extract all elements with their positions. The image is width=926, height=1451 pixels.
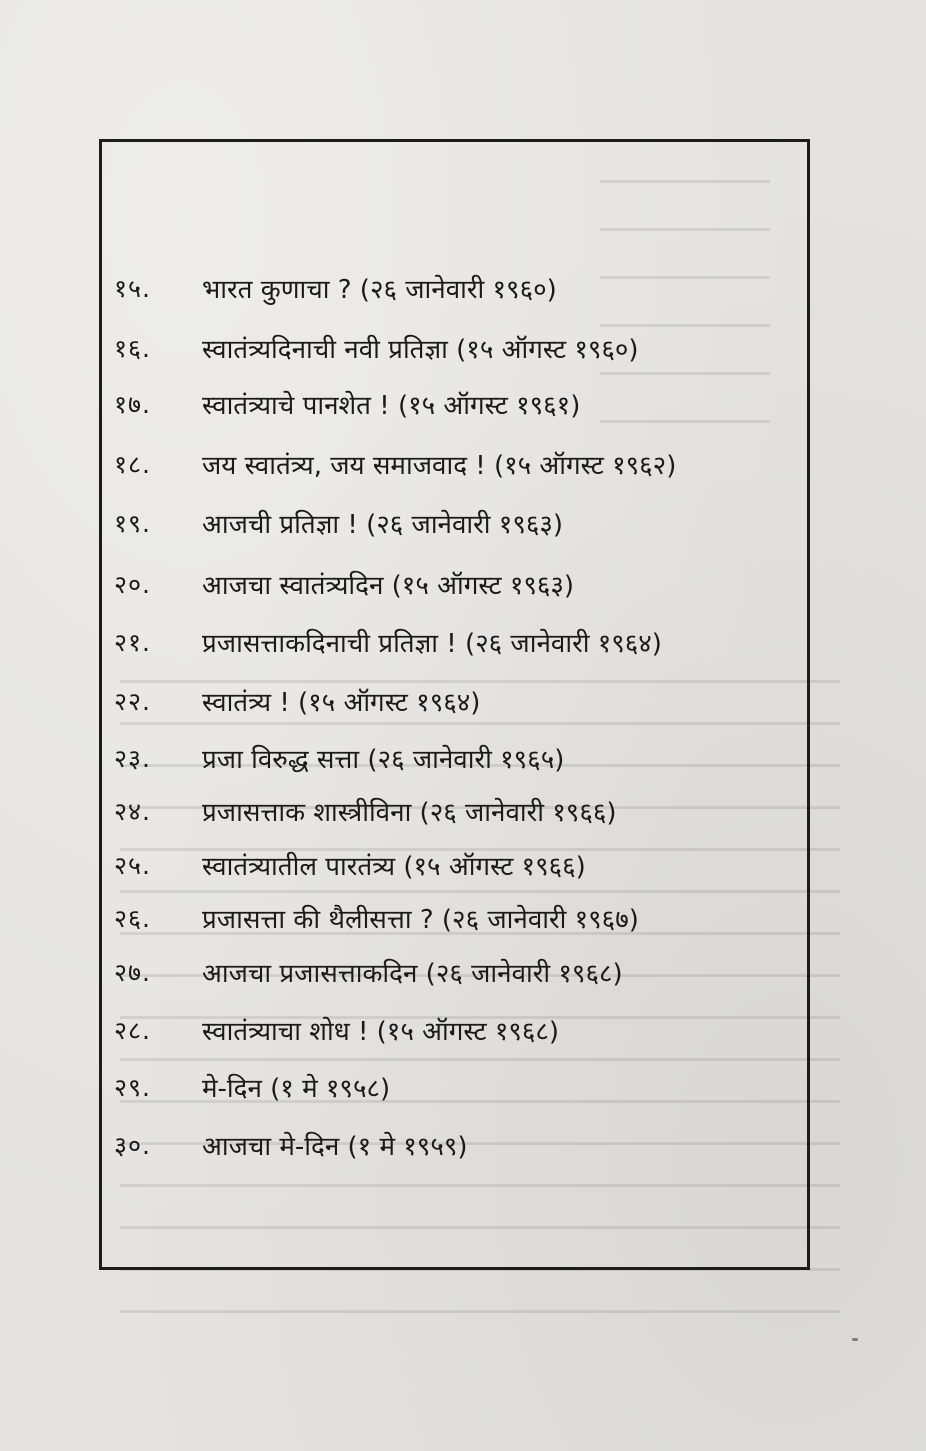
toc-row <box>114 894 639 942</box>
toc-number: ३०. <box>114 1131 151 1160</box>
toc-row <box>114 948 623 996</box>
toc-number: २२. <box>114 687 151 716</box>
toc-row <box>114 560 574 608</box>
toc-row <box>114 787 617 835</box>
toc-title: स्वातंत्र्यातील पारतंत्र्य (१५ ऑगस्ट १९६६) <box>202 852 586 882</box>
toc-title: स्वातंत्र्यदिनाची नवी प्रतिज्ञा (१५ ऑगस्ट १९६०) <box>202 335 639 365</box>
toc-title: आजचा प्रजासत्ताकदिन (२६ जानेवारी १९६८) <box>202 959 623 989</box>
toc-number: २५. <box>114 851 151 880</box>
toc-title: आजची प्रतिज्ञा ! (२६ जानेवारी १९६३) <box>202 510 564 540</box>
toc-title: प्रजासत्ताक शास्त्रीविना (२६ जानेवारी १९६६) <box>202 798 617 828</box>
toc-row <box>114 677 480 725</box>
toc-number: २०. <box>114 570 151 599</box>
toc-title: मे-दिन (१ मे १९५८) <box>202 1074 391 1104</box>
toc-title: आजचा मे-दिन (१ मे १९५९) <box>202 1132 468 1162</box>
toc-number: १६. <box>114 334 151 363</box>
toc-number: २३. <box>114 744 151 773</box>
toc-row <box>114 264 557 312</box>
toc-number: २६. <box>114 904 151 933</box>
toc-number: २८. <box>114 1016 151 1045</box>
table-of-contents-box <box>99 139 810 1270</box>
toc-title: जय स्वातंत्र्य, जय समाजवाद ! (१५ ऑगस्ट १९६२) <box>202 451 677 481</box>
toc-row <box>114 1121 468 1169</box>
toc-number: २१. <box>114 628 151 657</box>
toc-row <box>114 324 639 372</box>
toc-title: प्रजासत्ता की थैलीसत्ता ? (२६ जानेवारी १९६७) <box>202 905 639 935</box>
toc-title: स्वातंत्र्याचे पानशेत ! (१५ ऑगस्ट १९६१) <box>202 391 581 421</box>
toc-number: २४. <box>114 797 151 826</box>
toc-number: २७. <box>114 958 151 987</box>
toc-title: प्रजा विरुद्ध सत्ता (२६ जानेवारी १९६५) <box>202 745 565 775</box>
toc-number: २९. <box>114 1073 151 1102</box>
toc-title: प्रजासत्ताकदिनाची प्रतिज्ञा ! (२६ जानेवारी १९६४) <box>202 629 662 659</box>
toc-row <box>114 440 676 488</box>
toc-row <box>114 734 564 782</box>
toc-title: स्वातंत्र्य ! (१५ ऑगस्ट १९६४) <box>202 688 481 718</box>
ink-speck <box>852 1338 858 1341</box>
toc-number: १५. <box>114 274 151 303</box>
toc-number: १८. <box>114 450 151 479</box>
toc-row <box>114 618 662 666</box>
toc-title: स्वातंत्र्याचा शोध ! (१५ ऑगस्ट १९६८) <box>202 1017 560 1047</box>
toc-number: १७. <box>114 390 151 419</box>
toc-row <box>114 1063 390 1111</box>
toc-row <box>114 380 580 428</box>
toc-title: आजचा स्वातंत्र्यदिन (१५ ऑगस्ट १९६३) <box>202 571 575 601</box>
toc-number: १९. <box>114 509 151 538</box>
toc-title: भारत कुणाचा ? (२६ जानेवारी १९६०) <box>202 275 557 305</box>
toc-row <box>114 1006 559 1054</box>
toc-row <box>114 841 586 889</box>
toc-row <box>114 499 563 547</box>
